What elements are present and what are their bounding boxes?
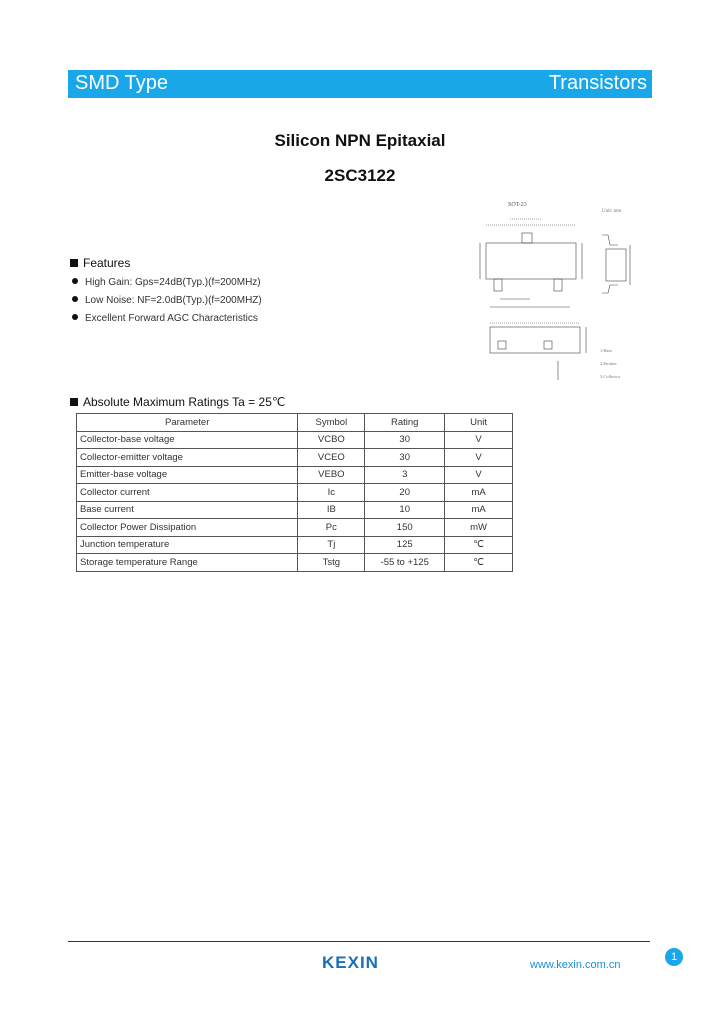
column-header: Symbol (298, 414, 365, 432)
top-view (480, 219, 582, 307)
column-header: Unit (445, 414, 513, 432)
ratings-heading: Absolute Maximum Ratings Ta = 25℃ (70, 395, 285, 409)
cell-symbol: VCEO (298, 449, 365, 467)
features-heading: Features (70, 256, 130, 270)
cell-unit: ℃ (445, 536, 513, 554)
header-left: SMD Type (75, 72, 168, 94)
bullet-dot-icon (72, 314, 78, 320)
table-header-row (77, 414, 513, 432)
header-right: Transistors (548, 72, 647, 94)
cell-unit: V (445, 431, 513, 449)
table-row (77, 466, 513, 484)
part-number: 2SC3122 (324, 166, 396, 185)
table-row (77, 501, 513, 519)
footer-divider (68, 941, 650, 942)
cell-unit: mW (445, 519, 513, 537)
cell-symbol: Ic (298, 484, 365, 502)
pin-label-3: 3.Collector (600, 374, 621, 379)
header-banner (68, 70, 652, 98)
cell-symbol: VEBO (298, 466, 365, 484)
table-row (77, 554, 513, 572)
cell-symbol: IB (298, 501, 365, 519)
bullet-dot-icon (72, 296, 78, 302)
cell-parameter: Collector Power Dissipation (77, 519, 298, 537)
page-number: 1 (665, 948, 683, 966)
feature-item: Low Noise: NF=2.0dB(Typ.)(f=200MHZ) (72, 295, 262, 306)
cell-parameter: Base current (77, 501, 298, 519)
cell-unit: V (445, 466, 513, 484)
cell-unit: V (445, 449, 513, 467)
cell-rating: -55 to +125 (365, 554, 445, 572)
table-row (77, 431, 513, 449)
cell-unit: mA (445, 484, 513, 502)
cell-rating: 30 (365, 431, 445, 449)
cell-unit: ℃ (445, 554, 513, 572)
cell-symbol: Tj (298, 536, 365, 554)
cell-rating: 125 (365, 536, 445, 554)
cell-parameter: Collector-emitter voltage (77, 449, 298, 467)
side-view (602, 235, 630, 293)
cell-parameter: Junction temperature (77, 536, 298, 554)
column-header: Parameter (77, 414, 298, 432)
cell-rating: 20 (365, 484, 445, 502)
cell-unit: mA (445, 501, 513, 519)
cell-parameter: Emitter-base voltage (77, 466, 298, 484)
pin-label-2: 2.Emitter (600, 361, 617, 366)
cell-parameter: Collector current (77, 484, 298, 502)
cell-parameter: Storage temperature Range (77, 554, 298, 572)
kexin-logo: KEXIN (322, 953, 379, 972)
cell-rating: 3 (365, 466, 445, 484)
cell-symbol: Pc (298, 519, 365, 537)
cell-rating: 30 (365, 449, 445, 467)
feature-item: High Gain: Gps=24dB(Typ.)(f=200MHz) (72, 277, 261, 288)
cell-symbol: VCBO (298, 431, 365, 449)
bullet-square-icon (70, 398, 78, 406)
bullet-square-icon (70, 259, 78, 267)
table-row (77, 449, 513, 467)
bullet-dot-icon (72, 278, 78, 284)
package-name: SOT-23 (508, 202, 527, 208)
table-row (77, 484, 513, 502)
package-outline-drawing (470, 195, 640, 385)
cell-rating: 10 (365, 501, 445, 519)
package-unit: Unit: mm (602, 209, 622, 214)
bottom-view (490, 323, 586, 380)
table-row (77, 536, 513, 554)
column-header: Rating (365, 414, 445, 432)
website-link[interactable]: www.kexin.com.cn (530, 959, 621, 971)
table-row (77, 519, 513, 537)
pin-label-1: 1.Base (600, 348, 613, 353)
cell-rating: 150 (365, 519, 445, 537)
ratings-table (76, 413, 513, 572)
page-title: Silicon NPN Epitaxial (274, 131, 446, 150)
cell-parameter: Collector-base voltage (77, 431, 298, 449)
cell-symbol: Tstg (298, 554, 365, 572)
feature-item: Excellent Forward AGC Characteristics (72, 313, 258, 324)
